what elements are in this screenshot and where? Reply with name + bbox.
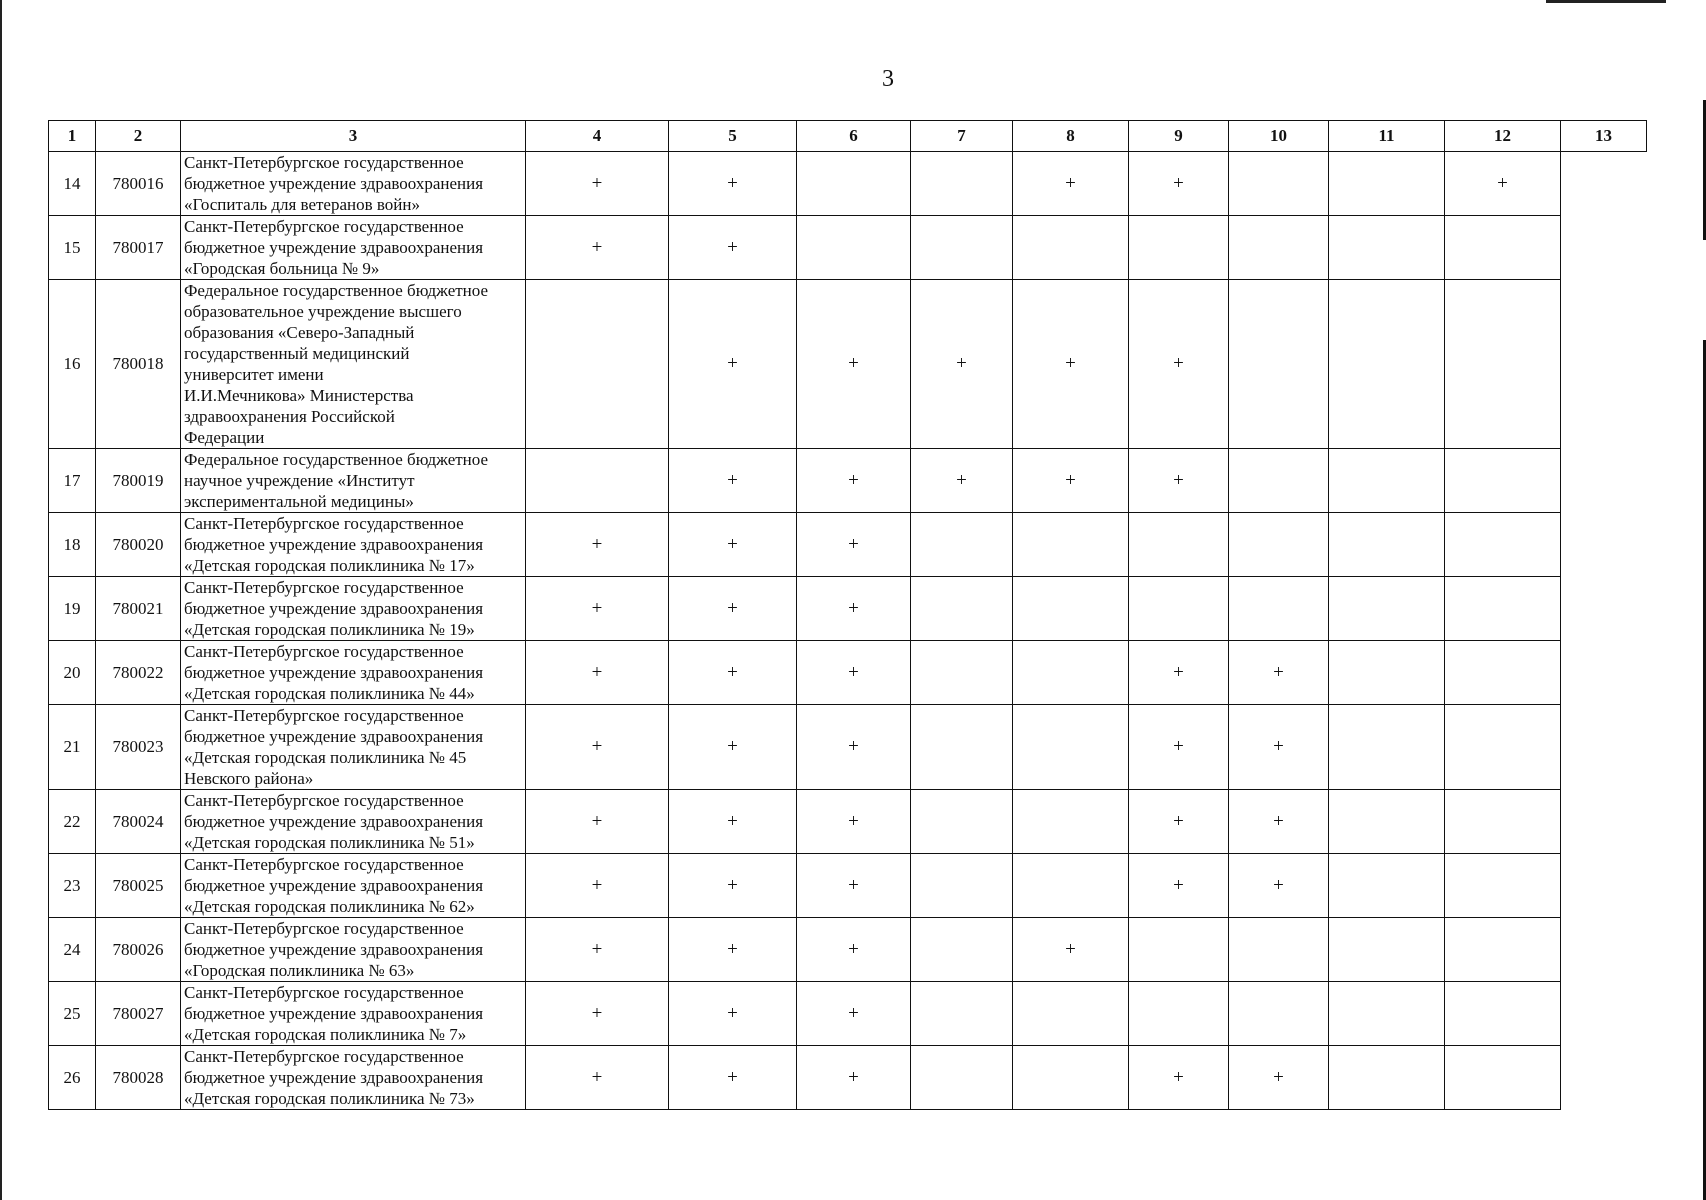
mark-cell — [1229, 577, 1329, 641]
mark-cell — [1445, 705, 1561, 790]
mark-cell — [1329, 513, 1445, 577]
column-header: 11 — [1329, 121, 1445, 152]
mark-cell: + — [1013, 152, 1129, 216]
org-name-line: Невского района» — [184, 769, 314, 788]
mark-cell: + — [669, 918, 797, 982]
row-number: 18 — [49, 513, 96, 577]
mark-cell: + — [1229, 790, 1329, 854]
org-name — [181, 513, 526, 577]
mark-cell — [1229, 280, 1329, 449]
table-row — [49, 152, 1647, 216]
org-name-line: Санкт-Петербургское государственное — [184, 153, 464, 172]
mark-cell: + — [1129, 449, 1229, 513]
org-code: 780026 — [96, 918, 181, 982]
org-name — [181, 152, 526, 216]
column-header: 8 — [1013, 121, 1129, 152]
org-name-line: бюджетное учреждение здравоохранения — [184, 663, 484, 682]
mark-cell — [911, 577, 1013, 641]
row-number: 23 — [49, 854, 96, 918]
mark-cell — [1445, 790, 1561, 854]
row-number: 20 — [49, 641, 96, 705]
mark-cell: + — [669, 790, 797, 854]
mark-cell: + — [911, 449, 1013, 513]
column-header: 9 — [1129, 121, 1229, 152]
mark-cell: + — [1229, 1046, 1329, 1110]
mark-cell — [1229, 513, 1329, 577]
org-name — [181, 641, 526, 705]
registry-table — [48, 120, 1647, 1110]
mark-cell: + — [669, 513, 797, 577]
mark-cell: + — [526, 641, 669, 705]
org-name-line: бюджетное учреждение здравоохранения — [184, 238, 484, 257]
org-name — [181, 790, 526, 854]
mark-cell: + — [797, 854, 911, 918]
mark-cell — [1329, 1046, 1445, 1110]
mark-cell: + — [1013, 918, 1129, 982]
mark-cell: + — [669, 641, 797, 705]
mark-cell — [911, 152, 1013, 216]
org-name-line: Санкт-Петербургское государственное — [184, 983, 464, 1002]
mark-cell — [1129, 577, 1229, 641]
org-code: 780025 — [96, 854, 181, 918]
mark-cell — [1445, 280, 1561, 449]
mark-cell: + — [526, 152, 669, 216]
mark-cell — [911, 918, 1013, 982]
column-header: 5 — [669, 121, 797, 152]
row-number: 25 — [49, 982, 96, 1046]
mark-cell: + — [1013, 449, 1129, 513]
mark-cell: + — [526, 790, 669, 854]
mark-cell — [1129, 216, 1229, 280]
org-name-line: бюджетное учреждение здравоохранения — [184, 727, 484, 746]
mark-cell: + — [797, 918, 911, 982]
row-number: 24 — [49, 918, 96, 982]
org-name-line: Санкт-Петербургское государственное — [184, 642, 464, 661]
mark-cell: + — [669, 152, 797, 216]
mark-cell — [526, 280, 669, 449]
mark-cell — [911, 216, 1013, 280]
mark-cell: + — [526, 854, 669, 918]
scan-edge-top — [1546, 0, 1666, 3]
mark-cell — [1445, 854, 1561, 918]
org-code: 780023 — [96, 705, 181, 790]
mark-cell: + — [797, 641, 911, 705]
org-name-line: И.И.Мечникова» Министерства — [184, 386, 414, 405]
mark-cell: + — [1445, 152, 1561, 216]
mark-cell — [1013, 705, 1129, 790]
mark-cell: + — [526, 1046, 669, 1110]
mark-cell — [911, 982, 1013, 1046]
table-row — [49, 449, 1647, 513]
org-name — [181, 577, 526, 641]
org-name — [181, 918, 526, 982]
mark-cell — [526, 449, 669, 513]
org-name-line: Санкт-Петербургское государственное — [184, 217, 464, 236]
mark-cell: + — [797, 449, 911, 513]
mark-cell — [797, 152, 911, 216]
mark-cell — [1129, 918, 1229, 982]
mark-cell — [1445, 641, 1561, 705]
mark-cell — [911, 641, 1013, 705]
org-name — [181, 854, 526, 918]
org-name-line: бюджетное учреждение здравоохранения — [184, 1004, 484, 1023]
org-name-line: бюджетное учреждение здравоохранения — [184, 535, 484, 554]
org-name — [181, 1046, 526, 1110]
org-name-line: Федерации — [184, 428, 265, 447]
row-number: 14 — [49, 152, 96, 216]
mark-cell: + — [1129, 705, 1229, 790]
org-name — [181, 280, 526, 449]
row-number: 26 — [49, 1046, 96, 1110]
mark-cell: + — [1129, 280, 1229, 449]
mark-cell: + — [797, 982, 911, 1046]
mark-cell — [1329, 280, 1445, 449]
table-row — [49, 513, 1647, 577]
mark-cell: + — [1129, 790, 1229, 854]
org-name-line: Федеральное государственное бюджетное — [184, 450, 489, 469]
mark-cell: + — [526, 705, 669, 790]
mark-cell — [1013, 790, 1129, 854]
org-code: 780027 — [96, 982, 181, 1046]
mark-cell: + — [526, 982, 669, 1046]
mark-cell — [911, 1046, 1013, 1110]
org-code: 780022 — [96, 641, 181, 705]
mark-cell — [1445, 216, 1561, 280]
org-code: 780024 — [96, 790, 181, 854]
table-row — [49, 854, 1647, 918]
mark-cell: + — [797, 280, 911, 449]
org-name-line: государственный медицинский — [184, 344, 410, 363]
org-code: 780028 — [96, 1046, 181, 1110]
mark-cell — [1329, 577, 1445, 641]
mark-cell: + — [1129, 152, 1229, 216]
mark-cell: + — [526, 513, 669, 577]
mark-cell: + — [526, 577, 669, 641]
mark-cell — [1013, 641, 1129, 705]
org-name — [181, 216, 526, 280]
mark-cell: + — [911, 280, 1013, 449]
org-name-line: Санкт-Петербургское государственное — [184, 919, 464, 938]
org-name-line: «Городская больница № 9» — [184, 259, 380, 278]
column-header: 6 — [797, 121, 911, 152]
org-name-line: «Детская городская поликлиника № 62» — [184, 897, 475, 916]
mark-cell — [1329, 790, 1445, 854]
org-code: 780017 — [96, 216, 181, 280]
mark-cell — [1129, 982, 1229, 1046]
mark-cell: + — [669, 1046, 797, 1110]
org-name-line: Санкт-Петербургское государственное — [184, 855, 464, 874]
mark-cell — [911, 513, 1013, 577]
row-number: 22 — [49, 790, 96, 854]
mark-cell — [1329, 854, 1445, 918]
mark-cell: + — [669, 280, 797, 449]
org-name-line: образовательное учреждение высшего — [184, 302, 462, 321]
mark-cell — [911, 854, 1013, 918]
table-row — [49, 790, 1647, 854]
table-row — [49, 918, 1647, 982]
mark-cell — [1329, 982, 1445, 1046]
column-header: 3 — [181, 121, 526, 152]
mark-cell — [1445, 449, 1561, 513]
org-name-line: бюджетное учреждение здравоохранения — [184, 876, 484, 895]
org-name-line: образования «Северо-Западный — [184, 323, 415, 342]
mark-cell — [1013, 982, 1129, 1046]
mark-cell: + — [526, 918, 669, 982]
org-name-line: бюджетное учреждение здравоохранения — [184, 812, 484, 831]
mark-cell — [1229, 216, 1329, 280]
mark-cell: + — [1129, 641, 1229, 705]
mark-cell: + — [797, 790, 911, 854]
mark-cell — [1329, 918, 1445, 982]
mark-cell — [1013, 854, 1129, 918]
row-number: 15 — [49, 216, 96, 280]
column-header: 10 — [1229, 121, 1329, 152]
page-number: 3 — [882, 66, 894, 92]
column-header: 13 — [1561, 121, 1647, 152]
org-name-line: «Детская городская поликлиника № 17» — [184, 556, 475, 575]
org-code: 780021 — [96, 577, 181, 641]
mark-cell: + — [1129, 1046, 1229, 1110]
mark-cell: + — [1229, 854, 1329, 918]
column-header: 4 — [526, 121, 669, 152]
org-code: 780019 — [96, 449, 181, 513]
org-name-line: Санкт-Петербургское государственное — [184, 706, 464, 725]
mark-cell — [1329, 216, 1445, 280]
org-name-line: бюджетное учреждение здравоохранения — [184, 1068, 484, 1087]
org-name-line: Санкт-Петербургское государственное — [184, 578, 464, 597]
mark-cell — [1129, 513, 1229, 577]
mark-cell — [1445, 918, 1561, 982]
table-row — [49, 982, 1647, 1046]
table-row — [49, 577, 1647, 641]
org-code: 780016 — [96, 152, 181, 216]
org-name-line: здравоохранения Российской — [184, 407, 395, 426]
mark-cell: + — [1229, 705, 1329, 790]
mark-cell — [1445, 577, 1561, 641]
mark-cell: + — [797, 513, 911, 577]
mark-cell — [1229, 152, 1329, 216]
org-name-line: Федеральное государственное бюджетное — [184, 281, 489, 300]
org-name-line: бюджетное учреждение здравоохранения — [184, 940, 484, 959]
mark-cell — [1329, 641, 1445, 705]
org-name-line: «Детская городская поликлиника № 19» — [184, 620, 475, 639]
org-name-line: «Детская городская поликлиника № 45 — [184, 748, 467, 767]
mark-cell: + — [669, 705, 797, 790]
column-header: 2 — [96, 121, 181, 152]
mark-cell — [911, 705, 1013, 790]
row-number: 17 — [49, 449, 96, 513]
mark-cell — [1445, 1046, 1561, 1110]
mark-cell: + — [669, 577, 797, 641]
table-row — [49, 705, 1647, 790]
mark-cell — [797, 216, 911, 280]
org-name-line: «Детская городская поликлиника № 51» — [184, 833, 475, 852]
mark-cell: + — [797, 705, 911, 790]
mark-cell — [1013, 513, 1129, 577]
org-name-line: экспериментальной медицины» — [184, 492, 414, 511]
org-name-line: научное учреждение «Институт — [184, 471, 415, 490]
mark-cell — [1329, 449, 1445, 513]
table-row — [49, 280, 1647, 449]
mark-cell — [1329, 705, 1445, 790]
mark-cell — [1013, 216, 1129, 280]
org-name-line: Санкт-Петербургское государственное — [184, 791, 464, 810]
row-number: 19 — [49, 577, 96, 641]
mark-cell: + — [797, 1046, 911, 1110]
org-name-line: бюджетное учреждение здравоохранения — [184, 174, 484, 193]
org-name — [181, 449, 526, 513]
org-name-line: «Детская городская поликлиника № 44» — [184, 684, 475, 703]
table-row — [49, 216, 1647, 280]
mark-cell — [1445, 513, 1561, 577]
row-number: 16 — [49, 280, 96, 449]
mark-cell — [1229, 918, 1329, 982]
org-name — [181, 705, 526, 790]
org-name-line: «Городская поликлиника № 63» — [184, 961, 415, 980]
mark-cell — [1329, 152, 1445, 216]
table-body — [49, 152, 1647, 1110]
mark-cell: + — [1129, 854, 1229, 918]
column-header: 1 — [49, 121, 96, 152]
table-header-row — [49, 121, 1647, 152]
mark-cell: + — [1013, 280, 1129, 449]
mark-cell: + — [669, 216, 797, 280]
scan-edge-left — [0, 0, 2, 1200]
table-row — [49, 641, 1647, 705]
mark-cell — [1445, 982, 1561, 1046]
mark-cell: + — [797, 577, 911, 641]
mark-cell: + — [1229, 641, 1329, 705]
mark-cell — [1229, 449, 1329, 513]
mark-cell — [1229, 982, 1329, 1046]
mark-cell — [1013, 577, 1129, 641]
org-name-line: «Госпиталь для ветеранов войн» — [184, 195, 420, 214]
mark-cell — [1013, 1046, 1129, 1110]
column-header: 7 — [911, 121, 1013, 152]
org-code: 780018 — [96, 280, 181, 449]
row-number: 21 — [49, 705, 96, 790]
org-name — [181, 982, 526, 1046]
column-header: 12 — [1445, 121, 1561, 152]
mark-cell — [911, 790, 1013, 854]
mark-cell: + — [669, 854, 797, 918]
org-name-line: бюджетное учреждение здравоохранения — [184, 599, 484, 618]
org-name-line: университет имени — [184, 365, 324, 384]
org-name-line: «Детская городская поликлиника № 7» — [184, 1025, 467, 1044]
org-name-line: «Детская городская поликлиника № 73» — [184, 1089, 475, 1108]
mark-cell: + — [669, 449, 797, 513]
org-name-line: Санкт-Петербургское государственное — [184, 514, 464, 533]
org-code: 780020 — [96, 513, 181, 577]
mark-cell: + — [526, 216, 669, 280]
org-name-line: Санкт-Петербургское государственное — [184, 1047, 464, 1066]
table-row — [49, 1046, 1647, 1110]
mark-cell: + — [669, 982, 797, 1046]
